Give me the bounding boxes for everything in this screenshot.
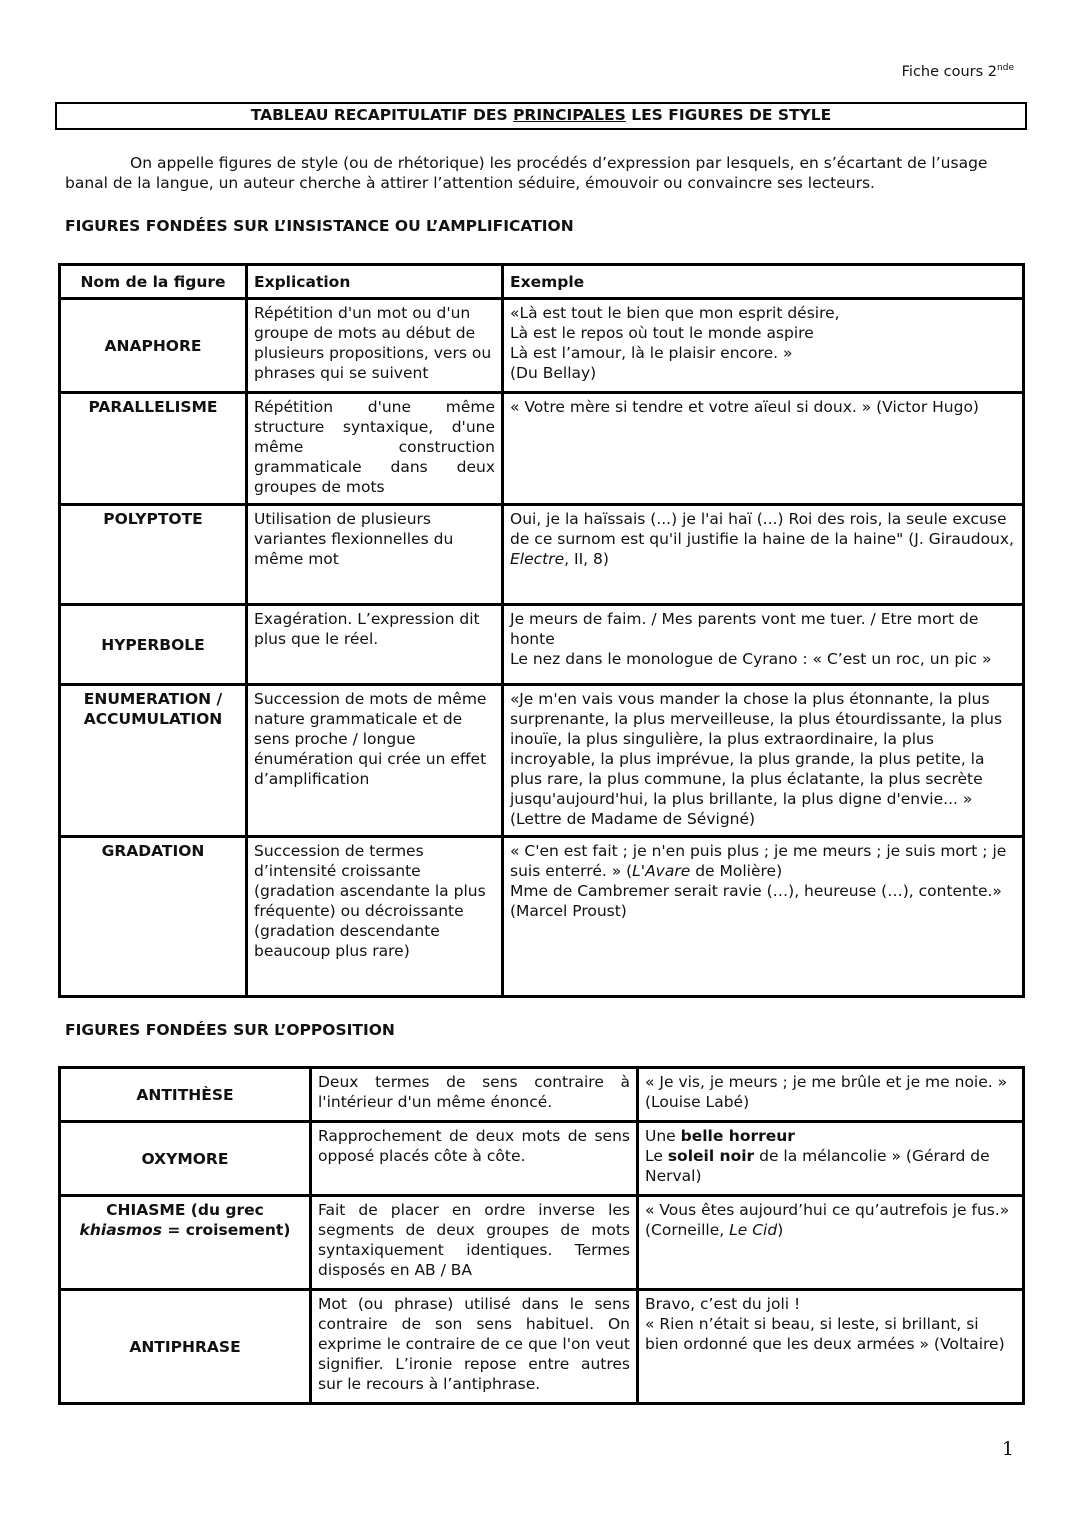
section-heading-opposition: FIGURES FONDÉES SUR L’OPPOSITION [65, 1021, 395, 1039]
figure-exemple: « Vous êtes aujourd’hui ce qu’autrefois je fus.» (Corneille, Le Cid) [638, 1196, 1024, 1290]
table-row [60, 685, 1024, 837]
amplification-table [58, 263, 1025, 998]
figure-explication: Fait de placer en ordre inverse les segments de deux groupes de mots syntaxiquement identiques. Termes disposés en AB / BA [311, 1196, 638, 1290]
figure-exemple: Oui, je la haïssais (...) je l'ai haï (...) Roi des rois, la seule excuse de ce surnom est qu'il justifie la haine de la haine" (J. Giraudoux, Electre, II, 8) [503, 505, 1024, 605]
figure-name: GRADATION [60, 837, 247, 997]
table-row [60, 837, 1024, 997]
figure-explication: Rapprochement de deux mots de sens opposé placés côte à côte. [311, 1122, 638, 1196]
header-name: Nom de la figure [60, 265, 247, 299]
figure-name: ENUMERATION / ACCUMULATION [60, 685, 247, 837]
table-row [60, 299, 1024, 393]
figure-name: HYPERBOLE [60, 605, 247, 685]
figure-name: OXYMORE [60, 1122, 311, 1196]
figure-explication: Succession de mots de même nature grammaticale et de sens proche / longue énumération qui crée un effet d’amplification [247, 685, 503, 837]
figure-exemple: « Je vis, je meurs ; je me brûle et je me noie. » (Louise Labé) [638, 1068, 1024, 1122]
table-row [60, 605, 1024, 685]
table-row [60, 1122, 1024, 1196]
table-row [60, 1290, 1024, 1404]
table-row [60, 393, 1024, 505]
table-row [60, 505, 1024, 605]
figure-explication: Répétition d'une même structure syntaxique, d'une même construction grammaticale dans deux groupes de mots [247, 393, 503, 505]
figure-name: ANTIPHRASE [60, 1290, 311, 1404]
figure-name: POLYPTOTE [60, 505, 247, 605]
header-exemple: Exemple [503, 265, 1024, 299]
figure-exemple: « C'en est fait ; je n'en puis plus ; je me meurs ; je suis mort ; je suis enterré. » (L'Avare de Molière) Mme de Cambremer serait ravie (…), heureuse (…), contente.» (Marcel Proust) [503, 837, 1024, 997]
figure-exemple: Je meurs de faim. / Mes parents vont me tuer. / Etre mort de honte Le nez dans le monologue de Cyrano : « C’est un roc, un pic » [503, 605, 1024, 685]
figure-exemple: «Je m'en vais vous mander la chose la plus étonnante, la plus surprenante, la plus merveilleuse, la plus étourdissante, la plus inouïe, la plus singulière, la plus extraordinaire, la plus incroyable, la plus imprévue, la plus grande, la plus petite, la plus rare, la plus commune, la plus éclatante, la plus secrète jusqu'aujourd'hui, la plus brillante, la plus digne d'envie... » (Lettre de Madame de Sévigné) [503, 685, 1024, 837]
opposition-table [58, 1066, 1025, 1405]
figure-name: CHIASME (du grec khiasmos = croisement) [60, 1196, 311, 1290]
figure-explication: Mot (ou phrase) utilisé dans le sens contraire de son sens habituel. On exprime le contraire de ce que l'on veut signifier. L’ironie repose entre autres sur le recours à l’antiphrase. [311, 1290, 638, 1404]
figure-name: ANAPHORE [60, 299, 247, 393]
figure-explication: Exagération. L’expression dit plus que le réel. [247, 605, 503, 685]
figure-exemple: « Votre mère si tendre et votre aïeul si doux. » (Victor Hugo) [503, 393, 1024, 505]
figure-explication: Succession de termes d’intensité croissante (gradation ascendante la plus fréquente) ou décroissante (gradation descendante beaucoup plus rare) [247, 837, 503, 997]
course-label: Fiche cours 2nde [901, 63, 1014, 80]
section-heading-amplification: FIGURES FONDÉES SUR L’INSISTANCE OU L’AMPLIFICATION [65, 217, 574, 235]
page-title: TABLEAU RECAPITULATIF DES PRINCIPALES LES FIGURES DE STYLE [55, 102, 1027, 130]
figure-explication: Répétition d'un mot ou d'un groupe de mots au début de plusieurs propositions, vers ou phrases qui se suivent [247, 299, 503, 393]
figure-explication: Utilisation de plusieurs variantes flexionnelles du même mot [247, 505, 503, 605]
page-number: 1 [1001, 1438, 1014, 1460]
figure-exemple: Bravo, c’est du joli ! « Rien n’était si beau, si leste, si brillant, si bien ordonné que les deux armées » (Voltaire) [638, 1290, 1024, 1404]
figure-name: PARALLELISME [60, 393, 247, 505]
header-explication: Explication [247, 265, 503, 299]
figure-exemple: Une belle horreur Le soleil noir de la mélancolie » (Gérard de Nerval) [638, 1122, 1024, 1196]
intro-paragraph: On appelle figures de style (ou de rhétorique) les procédés d’expression par lesquels, en s’écartant de l’usage banal de la langue, un auteur cherche à attirer l’attention séduire, émouvoir ou convaincre ses lecteurs. [65, 154, 988, 192]
table-row [60, 1196, 1024, 1290]
table-row [60, 1068, 1024, 1122]
figure-exemple: «Là est tout le bien que mon esprit désire, Là est le repos où tout le monde aspire Là est l’amour, là le plaisir encore. » (Du Bellay) [503, 299, 1024, 393]
figure-name: ANTITHÈSE [60, 1068, 311, 1122]
table-header-row [60, 265, 1024, 299]
figure-explication: Deux termes de sens contraire à l'intérieur d'un même énoncé. [311, 1068, 638, 1122]
